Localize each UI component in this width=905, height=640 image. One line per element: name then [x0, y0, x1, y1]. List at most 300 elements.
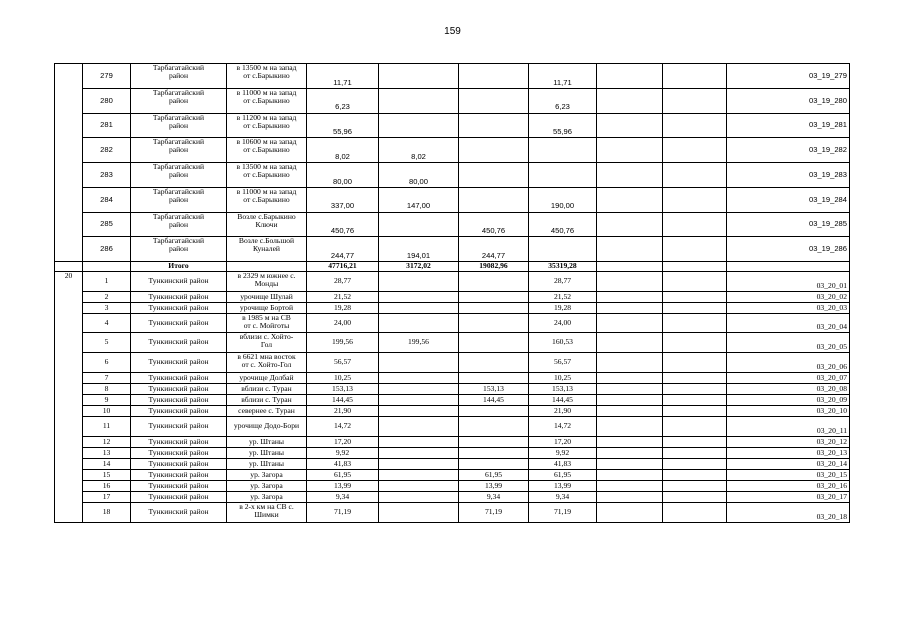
- value-cell-v6: [663, 88, 727, 113]
- location-cell-line: Гол: [260, 340, 273, 350]
- value-cell-v6: [663, 503, 727, 523]
- value-cell-v2: 80,00: [379, 163, 459, 188]
- code-cell: 03_20_14: [727, 459, 850, 470]
- value-cell-v1: 21,52: [307, 292, 379, 303]
- district-cell: [131, 237, 227, 262]
- value-cell-v4: 21,90: [529, 406, 597, 417]
- value-cell-v3: 450,76: [459, 212, 529, 237]
- table-row: [55, 187, 850, 212]
- district-cell-line: Тункинский район: [148, 458, 209, 468]
- location-cell-line: ур. Загора: [250, 491, 283, 501]
- table-row: [55, 373, 850, 384]
- value-cell-v6: [663, 395, 727, 406]
- value-cell-v1: 8,02: [307, 138, 379, 163]
- district-cell-line: Тункинский район: [148, 383, 209, 393]
- value-cell-v3: [459, 272, 529, 292]
- district-cell: [131, 417, 227, 437]
- value-cell-v4: 9,92: [529, 448, 597, 459]
- code-cell: 03_20_15: [727, 470, 850, 481]
- row-number-cell: 281: [83, 113, 131, 138]
- row-number-cell: 286: [83, 237, 131, 262]
- value-cell-v1: 450,76: [307, 212, 379, 237]
- value-cell-v3: [459, 333, 529, 353]
- total-empty-cell: [597, 262, 663, 272]
- value-cell-v4: [529, 138, 597, 163]
- total-empty-cell: [227, 262, 307, 272]
- code-cell: 03_19_280: [727, 88, 850, 113]
- value-cell-v6: [663, 303, 727, 314]
- location-cell: [227, 272, 307, 292]
- table-row: [55, 333, 850, 353]
- value-cell-v4: 10,25: [529, 373, 597, 384]
- district-cell-line: район: [168, 120, 189, 130]
- value-cell-v2: [379, 437, 459, 448]
- district-cell-line: район: [168, 244, 189, 254]
- location-cell-line: Шимки: [254, 510, 279, 520]
- total-empty-cell: [663, 262, 727, 272]
- total-empty-cell: [55, 262, 83, 272]
- value-cell-v4: 153,13: [529, 384, 597, 395]
- location-cell: [227, 373, 307, 384]
- row-number-cell: 9: [83, 395, 131, 406]
- value-cell-v2: [379, 88, 459, 113]
- district-cell: [131, 395, 227, 406]
- location-cell-line: ур. Штаны: [249, 436, 284, 446]
- value-cell-v2: [379, 384, 459, 395]
- value-cell-v1: 21,90: [307, 406, 379, 417]
- value-cell-v1: 337,00: [307, 187, 379, 212]
- code-cell: 03_20_04: [727, 314, 850, 333]
- value-cell-v6: [663, 481, 727, 492]
- location-cell-line: в 11200 м на запад: [236, 113, 297, 122]
- value-cell-v3: [459, 459, 529, 470]
- value-cell-v1: 9,34: [307, 492, 379, 503]
- district-cell: [131, 353, 227, 373]
- district-cell-line: Тарбагатайский: [152, 113, 205, 122]
- district-cell-line: Тункинский район: [148, 436, 209, 446]
- value-cell-v2: [379, 314, 459, 333]
- district-cell-line: Тарбагатайский: [152, 162, 205, 171]
- value-cell-v3: [459, 448, 529, 459]
- value-cell-v1: 9,92: [307, 448, 379, 459]
- value-cell-v1: 41,83: [307, 459, 379, 470]
- district-cell: [131, 113, 227, 138]
- location-cell: [227, 88, 307, 113]
- location-cell: [227, 187, 307, 212]
- location-cell: [227, 481, 307, 492]
- value-cell-v2: 194,01: [379, 237, 459, 262]
- table-row: [55, 406, 850, 417]
- value-cell-v5: [597, 437, 663, 448]
- location-cell-line: вблизи с. Туран: [241, 383, 292, 393]
- value-cell-v5: [597, 113, 663, 138]
- value-cell-v3: [459, 303, 529, 314]
- row-number-cell: 16: [83, 481, 131, 492]
- value-cell-v3: [459, 187, 529, 212]
- value-cell-v2: [379, 470, 459, 481]
- table-row: [55, 138, 850, 163]
- district-cell-line: район: [168, 194, 189, 204]
- location-cell-line: севернее с. Туран: [238, 405, 295, 415]
- location-cell-line: урочище Шулай: [240, 291, 293, 301]
- location-cell-line: от с. Хойто-Гол: [241, 360, 292, 370]
- value-cell-v1: 199,56: [307, 333, 379, 353]
- row-number-cell: 15: [83, 470, 131, 481]
- total-v4-cell: 35319,28: [529, 262, 597, 272]
- value-cell-v4: 9,34: [529, 492, 597, 503]
- row-number-cell: 282: [83, 138, 131, 163]
- location-cell-line: в 11000 м на запад: [236, 187, 297, 196]
- value-cell-v4: [529, 237, 597, 262]
- value-cell-v1: 28,77: [307, 272, 379, 292]
- row-number-cell: 4: [83, 314, 131, 333]
- value-cell-v2: [379, 292, 459, 303]
- district-cell-line: Тарбагатайский: [152, 187, 205, 196]
- group-number-cell: 20: [55, 272, 83, 523]
- value-cell-v1: 61,95: [307, 470, 379, 481]
- row-number-cell: 6: [83, 353, 131, 373]
- location-cell-line: в 6621 мна восток: [237, 352, 296, 361]
- value-cell-v1: 19,28: [307, 303, 379, 314]
- location-cell: [227, 503, 307, 523]
- location-cell-line: Монды: [254, 279, 279, 289]
- value-cell-v1: 56,57: [307, 353, 379, 373]
- location-cell-line: Ключи: [255, 219, 278, 229]
- district-cell-line: район: [168, 170, 189, 180]
- row-number-cell: 18: [83, 503, 131, 523]
- district-cell: [131, 384, 227, 395]
- value-cell-v4: [529, 163, 597, 188]
- value-cell-v4: 24,00: [529, 314, 597, 333]
- value-cell-v6: [663, 292, 727, 303]
- value-cell-v2: [379, 417, 459, 437]
- value-cell-v4: 21,52: [529, 292, 597, 303]
- district-cell: [131, 503, 227, 523]
- code-cell: 03_20_06: [727, 353, 850, 373]
- district-cell-line: Тункинский район: [148, 317, 209, 327]
- location-cell-line: в 13500 м на запад: [236, 63, 297, 72]
- value-cell-v2: [379, 212, 459, 237]
- value-cell-v2: [379, 395, 459, 406]
- value-cell-v1: 55,96: [307, 113, 379, 138]
- district-cell: [131, 492, 227, 503]
- group-number-cell: [55, 64, 83, 262]
- location-cell: [227, 314, 307, 333]
- value-cell-v2: [379, 459, 459, 470]
- value-cell-v1: 13,99: [307, 481, 379, 492]
- district-cell-line: Тункинский район: [148, 337, 209, 347]
- code-cell: 03_20_09: [727, 395, 850, 406]
- value-cell-v4: 13,99: [529, 481, 597, 492]
- value-cell-v3: [459, 314, 529, 333]
- value-cell-v1: 80,00: [307, 163, 379, 188]
- total-label-cell: Итого: [131, 262, 227, 272]
- row-number-cell: 284: [83, 187, 131, 212]
- total-v1-cell: 47716,21: [307, 262, 379, 272]
- value-cell-v3: [459, 138, 529, 163]
- code-cell: 03_19_279: [727, 64, 850, 89]
- value-cell-v6: [663, 373, 727, 384]
- value-cell-v5: [597, 163, 663, 188]
- district-cell-line: Тункинский район: [148, 480, 209, 490]
- row-number-cell: 279: [83, 64, 131, 89]
- value-cell-v5: [597, 333, 663, 353]
- code-cell: 03_19_286: [727, 237, 850, 262]
- value-cell-v5: [597, 417, 663, 437]
- code-cell: 03_19_283: [727, 163, 850, 188]
- table-row: [55, 395, 850, 406]
- value-cell-v4: 55,96: [529, 113, 597, 138]
- value-cell-v6: [663, 437, 727, 448]
- value-cell-v6: [663, 212, 727, 237]
- code-cell: 03_20_18: [727, 503, 850, 523]
- value-cell-v3: 9,34: [459, 492, 529, 503]
- district-cell: [131, 406, 227, 417]
- location-cell: [227, 448, 307, 459]
- row-number-cell: 280: [83, 88, 131, 113]
- district-cell-line: Тункинский район: [148, 421, 209, 431]
- value-cell-v3: [459, 163, 529, 188]
- table-row: [55, 314, 850, 333]
- district-cell-line: Тункинский район: [148, 405, 209, 415]
- value-cell-v4: 450,76: [529, 212, 597, 237]
- code-cell: 03_20_08: [727, 384, 850, 395]
- value-cell-v4: 11,71: [529, 64, 597, 89]
- value-cell-v3: 71,19: [459, 503, 529, 523]
- value-cell-v2: [379, 481, 459, 492]
- value-cell-v3: [459, 64, 529, 89]
- value-cell-v4: 61,95: [529, 470, 597, 481]
- value-cell-v5: [597, 503, 663, 523]
- value-cell-v6: [663, 353, 727, 373]
- value-cell-v6: [663, 163, 727, 188]
- total-empty-cell: [727, 262, 850, 272]
- location-cell: [227, 333, 307, 353]
- value-cell-v5: [597, 212, 663, 237]
- value-cell-v5: [597, 292, 663, 303]
- value-cell-v6: [663, 406, 727, 417]
- location-cell: [227, 237, 307, 262]
- district-cell: [131, 138, 227, 163]
- row-number-cell: 285: [83, 212, 131, 237]
- location-cell-line: вблизи с. Туран: [241, 394, 292, 404]
- table-row: [55, 503, 850, 523]
- value-cell-v4: 56,57: [529, 353, 597, 373]
- row-number-cell: 283: [83, 163, 131, 188]
- value-cell-v3: [459, 406, 529, 417]
- value-cell-v5: [597, 373, 663, 384]
- table-row: [55, 384, 850, 395]
- value-cell-v4: 14,72: [529, 417, 597, 437]
- value-cell-v3: [459, 353, 529, 373]
- code-cell: 03_20_05: [727, 333, 850, 353]
- location-cell-line: вблизи с. Хойто-: [239, 332, 294, 341]
- value-cell-v1: 11,71: [307, 64, 379, 89]
- value-cell-v2: 199,56: [379, 333, 459, 353]
- location-cell: [227, 459, 307, 470]
- location-cell-line: от с.Барыкино: [243, 145, 290, 155]
- row-number-cell: 13: [83, 448, 131, 459]
- value-cell-v2: [379, 303, 459, 314]
- total-v3-cell: 19082,96: [459, 262, 529, 272]
- district-cell: [131, 448, 227, 459]
- location-cell-line: от с.Барыкино: [243, 120, 290, 130]
- row-number-cell: 7: [83, 373, 131, 384]
- district-cell-line: Тункинский район: [148, 447, 209, 457]
- value-cell-v5: [597, 187, 663, 212]
- code-cell: 03_19_282: [727, 138, 850, 163]
- value-cell-v4: 144,45: [529, 395, 597, 406]
- location-cell-line: от с. Мойготы: [243, 321, 290, 331]
- table-row: [55, 292, 850, 303]
- code-cell: 03_20_02: [727, 292, 850, 303]
- district-cell-line: Тункинский район: [148, 276, 209, 286]
- value-cell-v1: 6,23: [307, 88, 379, 113]
- location-cell: [227, 212, 307, 237]
- district-cell: [131, 373, 227, 384]
- table-row: [55, 417, 850, 437]
- value-cell-v2: [379, 64, 459, 89]
- location-cell-line: урочище Бортой: [239, 302, 294, 312]
- district-cell-line: Тункинский район: [148, 291, 209, 301]
- value-cell-v3: [459, 292, 529, 303]
- district-cell-line: район: [168, 145, 189, 155]
- location-cell-line: ур. Штаны: [249, 458, 284, 468]
- location-cell-line: от с.Барыкино: [243, 95, 290, 105]
- value-cell-v2: [379, 373, 459, 384]
- district-cell: [131, 88, 227, 113]
- location-cell: [227, 64, 307, 89]
- location-cell-line: от с.Барыкино: [243, 194, 290, 204]
- value-cell-v1: 10,25: [307, 373, 379, 384]
- district-cell: [131, 272, 227, 292]
- district-cell: [131, 64, 227, 89]
- code-cell: 03_20_12: [727, 437, 850, 448]
- table-row: [55, 64, 850, 89]
- page-number: 159: [444, 26, 461, 37]
- code-cell: 03_20_07: [727, 373, 850, 384]
- code-cell: 03_20_11: [727, 417, 850, 437]
- district-cell-line: Тункинский район: [148, 372, 209, 382]
- value-cell-v2: [379, 492, 459, 503]
- table-row: [55, 88, 850, 113]
- row-number-cell: 12: [83, 437, 131, 448]
- value-cell-v5: [597, 138, 663, 163]
- value-cell-v2: 8,02: [379, 138, 459, 163]
- value-cell-v3: 244,77: [459, 237, 529, 262]
- location-cell-line: урочище Додо-Бори: [233, 421, 300, 431]
- value-cell-v5: [597, 64, 663, 89]
- location-cell: [227, 492, 307, 503]
- total-empty-cell: [83, 262, 131, 272]
- location-cell-line: ур. Загора: [250, 469, 283, 479]
- district-cell: [131, 333, 227, 353]
- location-cell: [227, 303, 307, 314]
- table-row: [55, 163, 850, 188]
- location-cell: [227, 113, 307, 138]
- district-cell: [131, 187, 227, 212]
- row-number-cell: 14: [83, 459, 131, 470]
- location-cell-line: в 13500 м на запад: [236, 162, 297, 171]
- value-cell-v6: [663, 417, 727, 437]
- value-cell-v5: [597, 88, 663, 113]
- value-cell-v3: 153,13: [459, 384, 529, 395]
- location-cell-line: от с.Барыкино: [243, 170, 290, 180]
- code-cell: 03_20_10: [727, 406, 850, 417]
- location-cell-line: ур. Штаны: [249, 447, 284, 457]
- district-cell-line: Тарбагатайский: [152, 212, 205, 221]
- district-cell-line: район: [168, 219, 189, 229]
- district-cell: [131, 163, 227, 188]
- value-cell-v6: [663, 64, 727, 89]
- district-cell-line: район: [168, 71, 189, 81]
- value-cell-v2: [379, 406, 459, 417]
- value-cell-v6: [663, 459, 727, 470]
- district-cell-line: Тарбагатайский: [152, 236, 205, 246]
- table-row: [55, 237, 850, 262]
- value-cell-v6: [663, 113, 727, 138]
- registry-table: [54, 63, 850, 523]
- row-number-cell: 3: [83, 303, 131, 314]
- value-cell-v5: [597, 459, 663, 470]
- district-cell-line: Тункинский район: [148, 357, 209, 367]
- district-cell: [131, 212, 227, 237]
- value-cell-v3: 13,99: [459, 481, 529, 492]
- code-cell: 03_19_285: [727, 212, 850, 237]
- value-cell-v4: 190,00: [529, 187, 597, 212]
- value-cell-v1: 24,00: [307, 314, 379, 333]
- code-cell: 03_19_281: [727, 113, 850, 138]
- value-cell-v6: [663, 138, 727, 163]
- district-cell-line: Тункинский район: [148, 302, 209, 312]
- value-cell-v2: 147,00: [379, 187, 459, 212]
- value-cell-v2: [379, 448, 459, 459]
- value-cell-v5: [597, 353, 663, 373]
- district-cell: [131, 470, 227, 481]
- value-cell-v3: [459, 417, 529, 437]
- table-row: [55, 437, 850, 448]
- table-row: [55, 272, 850, 292]
- value-cell-v4: 17,20: [529, 437, 597, 448]
- location-cell: [227, 292, 307, 303]
- value-cell-v5: [597, 395, 663, 406]
- row-number-cell: 1: [83, 272, 131, 292]
- location-cell: [227, 470, 307, 481]
- location-cell-line: в 10600 м на запад: [236, 137, 297, 147]
- value-cell-v1: 71,19: [307, 503, 379, 523]
- value-cell-v5: [597, 237, 663, 262]
- location-cell: [227, 417, 307, 437]
- location-cell-line: ур. Загора: [250, 480, 283, 490]
- district-cell: [131, 314, 227, 333]
- location-cell: [227, 353, 307, 373]
- value-cell-v4: 28,77: [529, 272, 597, 292]
- row-number-cell: 10: [83, 406, 131, 417]
- value-cell-v2: [379, 113, 459, 138]
- value-cell-v4: 19,28: [529, 303, 597, 314]
- value-cell-v6: [663, 384, 727, 395]
- table-row: [55, 353, 850, 373]
- registry-table-body: [55, 64, 850, 523]
- table-row: [55, 481, 850, 492]
- value-cell-v1: 17,20: [307, 437, 379, 448]
- district-cell: [131, 459, 227, 470]
- code-cell: 03_20_17: [727, 492, 850, 503]
- location-cell: [227, 163, 307, 188]
- value-cell-v3: 144,45: [459, 395, 529, 406]
- location-cell: [227, 406, 307, 417]
- code-cell: 03_20_01: [727, 272, 850, 292]
